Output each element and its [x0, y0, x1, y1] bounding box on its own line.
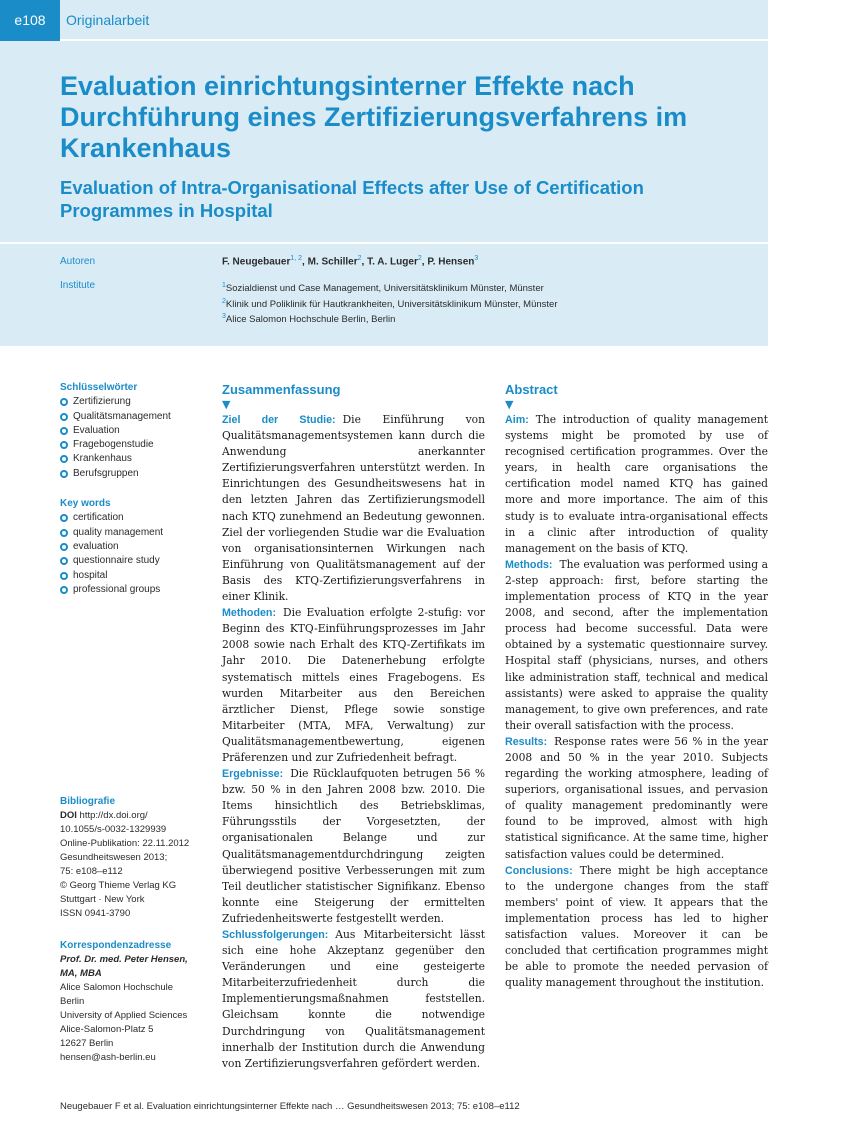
keywords-en-heading: Key words — [60, 498, 111, 510]
paragraph-label: Conclusions: — [505, 864, 573, 877]
bibliography — [60, 795, 215, 921]
abstract-english — [505, 381, 768, 991]
institute-number: 3 — [222, 313, 226, 321]
keyword-item — [60, 438, 210, 452]
bullet-ring-icon — [60, 529, 68, 537]
paragraph-label: Ergebnisse: — [222, 768, 284, 781]
institute-item — [222, 280, 557, 296]
keyword-item — [60, 526, 210, 540]
abstract-paragraph — [505, 557, 768, 734]
author-name: M. Schiller — [307, 256, 358, 268]
paragraph-label: Methods: — [505, 558, 553, 571]
bibliography-text: 75: e108–e112 — [60, 866, 123, 877]
bibliography-text: © Georg Thieme Verlag KG — [60, 880, 177, 891]
bibliography-text: Online-Publikation: 22.11.2012 — [60, 838, 190, 849]
abstract-en-heading: Abstract — [505, 382, 558, 397]
keyword-item — [60, 424, 210, 438]
keyword-text: quality management — [73, 526, 164, 538]
keyword-text: Fragebogenstudie — [73, 439, 154, 451]
abstract-paragraph — [505, 734, 768, 863]
correspondence-line: 12627 Berlin — [60, 1038, 114, 1049]
institutes-label: Institute — [60, 280, 96, 291]
abstract-de-heading: Zusammenfassung — [222, 382, 341, 397]
paragraph-text: Die Einführung von Qualitätsmanagementsystemen kann durch die Anwendung anerkannter Zertifizierungsverfahren unterstützt werden. In Einrichtungen des Gesundheitswesens hat in den letzten Jahren das Zertifizierungsmodell nach KTQ zunehmend an Bedeutung gewonnen. Ziel der vorliegenden Studie war die Evaluation von organisationsinternen Wirkungen nach Einführung von Qualitätsmanagement auf der Basis des KTQ-Zertifizierungsverfahrens in einer Klinik. — [222, 413, 485, 604]
bibliography-line — [60, 893, 215, 907]
title-german: Evaluation einrichtungsinterner Effekte nach Durchführung eines Zertifizierungsverfahrens im Krankenhaus — [60, 71, 688, 163]
bullet-ring-icon — [60, 572, 68, 580]
institute-item — [222, 296, 557, 312]
bullet-ring-icon — [60, 586, 68, 594]
paragraph-text: Die Rücklaufquoten betrugen 56 % bzw. 50 % in den Jahren 2008 bzw. 2010. Die Items hinsichtlich des Betriebsklimas, Führungsstils der Vorgesetzten, der organisationalen Belange und zur Qualitätsmanagementdurchdringung zeigten überwiegend positive Verbesserungen mit zum Teil deutlicher statistischer Signifikanz. Ebenso konnte eine Steigerung der ermittelten Zufriedenheitswerte festgestellt werden. — [222, 767, 485, 925]
paragraph-text: The introduction of quality management systems might be promoted by use of recognised certification programmes. Over the years, in health care organisations the certification model named KTQ has gained more and more importance. The aim of this study is to evaluate intra-organisational effects in a clinic after introduction of quality management on the basis of KTQ. — [505, 413, 768, 555]
keyword-item — [60, 410, 210, 424]
article-type: Originalarbeit — [66, 12, 150, 28]
keywords-en-list — [60, 511, 210, 597]
correspondence-line: Berlin — [60, 996, 85, 1007]
keywords-de-list — [60, 395, 210, 481]
institute-list — [222, 280, 557, 327]
bibliography-line — [60, 809, 215, 823]
keyword-text: hospital — [73, 569, 108, 581]
keyword-text: Krankenhaus — [73, 453, 132, 465]
abstract-paragraph — [222, 412, 485, 605]
institute-item — [222, 311, 557, 327]
author-separator: , — [361, 256, 368, 268]
keyword-item — [60, 511, 210, 525]
author-affiliation: 1, 2 — [290, 255, 303, 262]
bullet-ring-icon — [60, 557, 68, 565]
author-name: P. Hensen — [427, 256, 475, 268]
divider — [0, 242, 768, 244]
bibliography-heading: Bibliografie — [60, 796, 116, 807]
keyword-text: Evaluation — [73, 424, 120, 436]
paragraph-label: Results: — [505, 735, 548, 748]
correspondence-line: hensen@ash-berlin.eu — [60, 1052, 156, 1063]
bullet-ring-icon — [60, 413, 68, 421]
bullet-ring-icon — [60, 543, 68, 551]
bibliography-line — [60, 879, 215, 893]
triangle-marker-icon: ▼ — [222, 398, 231, 411]
footer-citation: Neugebauer F et al. Evaluation einrichtungsinterner Effekte nach … Gesundheitswesen 2013; 75: e108–e112 — [60, 1101, 520, 1112]
keyword-text: Qualitätsmanagement — [73, 410, 171, 422]
keyword-item — [60, 583, 210, 597]
bullet-ring-icon — [60, 470, 68, 478]
abstract-paragraph — [222, 605, 485, 766]
keyword-text: evaluation — [73, 540, 119, 552]
page-number: e108 — [0, 0, 60, 41]
bibliography-line — [60, 851, 215, 865]
paragraph-label: Ziel der Studie: — [222, 414, 336, 426]
correspondence-line: University of Applied Sciences — [60, 1010, 188, 1021]
bibliography-text: 10.1055/s-0032-1329939 — [60, 824, 167, 835]
paragraph-text: The evaluation was performed using a 2-step approach: first, before starting the implementation process of KTQ in the year 2008, and second, after the implementation process had become successful. Data were obtained by a systematic questionnaire survey. Hospital staff (physicians, nurses, and others like administration staff, technical and medical assistants) were asked to appraise the quality management, to give own preferences, and rate their overall satisfaction with the process. — [505, 557, 768, 732]
author-name: F. Neugebauer — [222, 256, 291, 268]
paragraph-label: Aim: — [505, 414, 529, 426]
author-separator: , — [302, 256, 308, 268]
bibliography-text: Gesundheitswesen 2013; — [60, 852, 168, 863]
keyword-text: professional groups — [73, 583, 161, 595]
institute-number: 1 — [222, 282, 226, 289]
bibliography-line — [60, 837, 215, 851]
doi-label: DOI — [60, 810, 77, 821]
institute-name: Alice Salomon Hochschule Berlin, Berlin — [225, 314, 396, 326]
bullet-ring-icon — [60, 427, 68, 435]
correspondence-name: Prof. Dr. med. Peter Hensen, — [60, 954, 188, 965]
author-affiliation: 3 — [474, 255, 479, 262]
keywords-de-heading: Schlüsselwörter — [60, 382, 138, 393]
author-separator: , — [421, 256, 428, 268]
abstract-german — [222, 381, 485, 1072]
bibliography-line — [60, 823, 215, 837]
keyword-text: Berufsgruppen — [73, 467, 139, 479]
correspondence-line: Alice-Salomon-Platz 5 — [60, 1024, 154, 1035]
abstract-paragraph — [505, 412, 768, 557]
bullet-ring-icon — [60, 514, 68, 522]
correspondence-line: Alice Salomon Hochschule — [60, 982, 174, 993]
paragraph-text: Aus Mitarbeitersicht lässt sich eine hohe Akzeptanz gegenüber den Veränderungen und eine gesteigerte Mitarbeiterzufriedenheit durch die Implementierungsmaßnahmen feststellen. Gleichsam konnte die notwendige Durchdringung von Qualitätsmanagement innerhalb der Institution durch die Anwendung von Zertifizierungsverfahren gefördert werden. — [222, 928, 485, 1070]
keyword-item — [60, 569, 210, 583]
abstract-paragraph — [222, 927, 485, 1072]
bibliography-text: ISSN 0941-3790 — [60, 908, 131, 919]
paragraph-text: There might be high acceptance to the undergone changes from the staff members' point of view. It appears that the implementation process has led to higher satisfaction values. Moreover it can be concluded that certification programmes might be able to promote the needed pervasion of quality management throughout the institution. — [505, 863, 768, 990]
bullet-ring-icon — [60, 398, 68, 406]
keyword-item — [60, 540, 210, 554]
bibliography-text: Stuttgart · New York — [60, 894, 145, 905]
author-affiliation: 2 — [357, 255, 362, 262]
keyword-text: certification — [73, 512, 124, 524]
title-english: Evaluation of Intra-Organisational Effects after Use of Certification Programmes in Hospital — [60, 177, 644, 221]
paragraph-text: Die Evaluation erfolgte 2-stufig: vor Beginn des KTQ-Einführungsprozesses im Jahr 2008 sowie nach Erhalt des KTQ-Zertifikats im Jahr 2010. Die Datenerhebung erfolgte systematisch mittels eines Fragebogens. Es wurden Mitarbeiter aus den Bereichen ärztlicher Dienst, Pflege sowie sonstige Mitarbeiter (MTA, MFA, Verwaltung) zur Qualitätsmanagementbewertung, eigenen Präferenzen und zur Zufriedenheit befragt. — [222, 606, 485, 764]
institute-name: Sozialdienst und Case Management, Universitätsklinikum Münster, Münster — [225, 283, 544, 295]
triangle-marker-icon: ▼ — [505, 398, 514, 411]
author-name: T. A. Luger — [367, 256, 418, 268]
abstract-paragraph — [505, 863, 768, 992]
paragraph-label: Methoden: — [222, 607, 277, 620]
keyword-text: questionnaire study — [73, 555, 160, 567]
paragraph-text: Response rates were 56 % in the year 2008 and 50 % in the year 2010. Subjects regarding the working atmosphere, leading of superiors, organisational issues, and pervasion of quality management predominantly were found to be improved, almost with high statistical significance. At the same time, higher satisfaction values could be determined. — [505, 734, 768, 861]
keywords-sidebar — [60, 381, 210, 597]
authors-label: Autoren — [60, 256, 96, 267]
abstract-paragraph — [222, 766, 485, 927]
institute-name: Klinik und Poliklinik für Hautkrankheiten, Universitätsklinikum Münster, Münster — [225, 298, 558, 310]
keyword-text: Zertifizierung — [73, 396, 131, 408]
top-bar — [0, 0, 768, 41]
keyword-item — [60, 554, 210, 568]
author-affiliation: 2 — [417, 255, 422, 262]
paragraph-label: Schlussfolgerungen: — [222, 929, 329, 941]
correspondence — [60, 939, 215, 1065]
keyword-item — [60, 395, 210, 409]
institute-number: 2 — [222, 297, 226, 305]
bibliography-line — [60, 907, 215, 921]
correspondence-heading: Korrespondenzadresse — [60, 940, 172, 951]
bullet-ring-icon — [60, 455, 68, 463]
bibliography-line — [60, 865, 215, 879]
author-list — [222, 255, 478, 267]
bibliography-text: http://dx.doi.org/ — [79, 810, 148, 821]
keyword-item — [60, 467, 210, 481]
keyword-item — [60, 452, 210, 466]
correspondence-name: MA, MBA — [60, 968, 102, 979]
bullet-ring-icon — [60, 441, 68, 449]
